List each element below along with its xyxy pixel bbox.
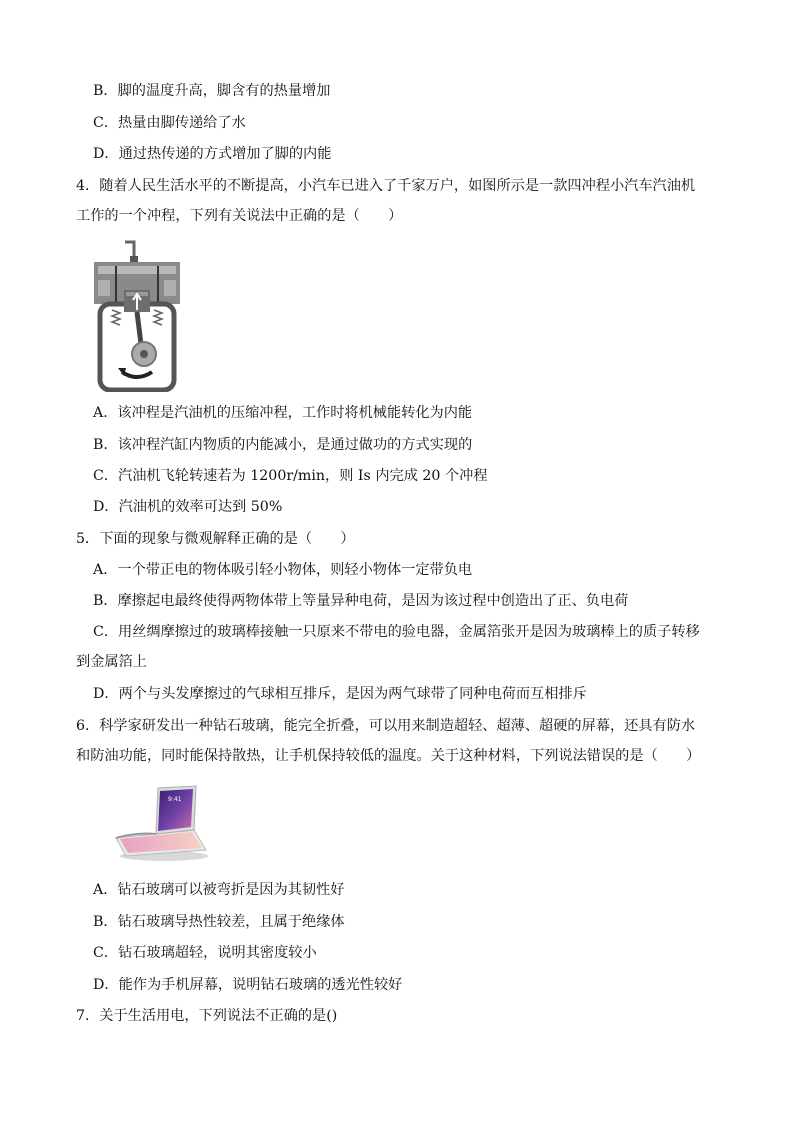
- q6-option-d: D．能作为手机屏幕，说明钻石玻璃的透光性较好: [93, 977, 403, 993]
- q3-option-c: C．热量由脚传递给了水: [93, 115, 246, 131]
- q4-option-c: C．汽油机飞轮转速若为 1200r/min，则 Is 内完成 20 个冲程: [93, 468, 488, 484]
- q7-stem: 7．关于生活用电，下列说法不正确的是(): [76, 1008, 338, 1024]
- q5-stem: 5．下面的现象与微观解释正确的是（ ）: [76, 531, 355, 547]
- q5-option-b: B．摩擦起电最终使得两物体带上等量异种电荷，是因为该过程中创造出了正、负电荷: [93, 593, 629, 609]
- q4-option-d: D．汽油机的效率可达到 50%: [93, 499, 283, 515]
- q3-option-b: B．脚的温度升高，脚含有的热量增加: [93, 83, 331, 99]
- q5-option-c: C．用丝绸摩擦过的玻璃棒接触一只原来不带电的验电器，金属箔张开是因为玻璃棒上的质子转移: [93, 624, 700, 640]
- q6-stem-line1: 6．科学家研发出一种钻石玻璃，能完全折叠，可以用来制造超轻、超薄、超硬的屏幕，还具有防水: [76, 718, 696, 734]
- q5-option-a: A．一个带正电的物体吸引轻小物体，则轻小物体一定带负电: [93, 562, 473, 578]
- q5-option-d: D．两个与头发摩擦过的气球相互排斥，是因为两气球带了同种电荷而互相排斥: [93, 686, 587, 702]
- phone-time: 9:41: [168, 796, 182, 803]
- q6-stem-line2: 和防油功能，同时能保持散热，让手机保持较低的温度。关于这种材料，下列说法错误的是（ ）: [76, 748, 701, 764]
- q6-option-c: C．钻石玻璃超轻，说明其密度较小: [93, 945, 317, 961]
- q4-stem-line1: 4．随着人民生活水平的不断提高，小汽车已进入了千家万户，如图所示是一款四冲程小汽车汽油机: [76, 178, 696, 194]
- folding-phone-image-icon: [112, 784, 208, 862]
- q4-option-a: A．该冲程是汽油机的压缩冲程，工作时将机械能转化为内能: [93, 405, 473, 421]
- q6-option-b: B．钻石玻璃导热性较差，且属于绝缘体: [93, 914, 345, 930]
- q5-option-c-continued: 到金属箔上: [76, 654, 147, 670]
- q4-stem-line2: 工作的一个冲程，下列有关说法中正确的是（ ）: [76, 208, 403, 224]
- engine-cylinder-diagram-icon: [92, 240, 182, 392]
- q4-option-b: B．该冲程汽缸内物质的内能减小，是通过做功的方式实现的: [93, 437, 473, 453]
- q3-option-d: D．通过热传递的方式增加了脚的内能: [93, 146, 332, 162]
- q6-option-a: A．钻石玻璃可以被弯折是因为其韧性好: [93, 882, 345, 898]
